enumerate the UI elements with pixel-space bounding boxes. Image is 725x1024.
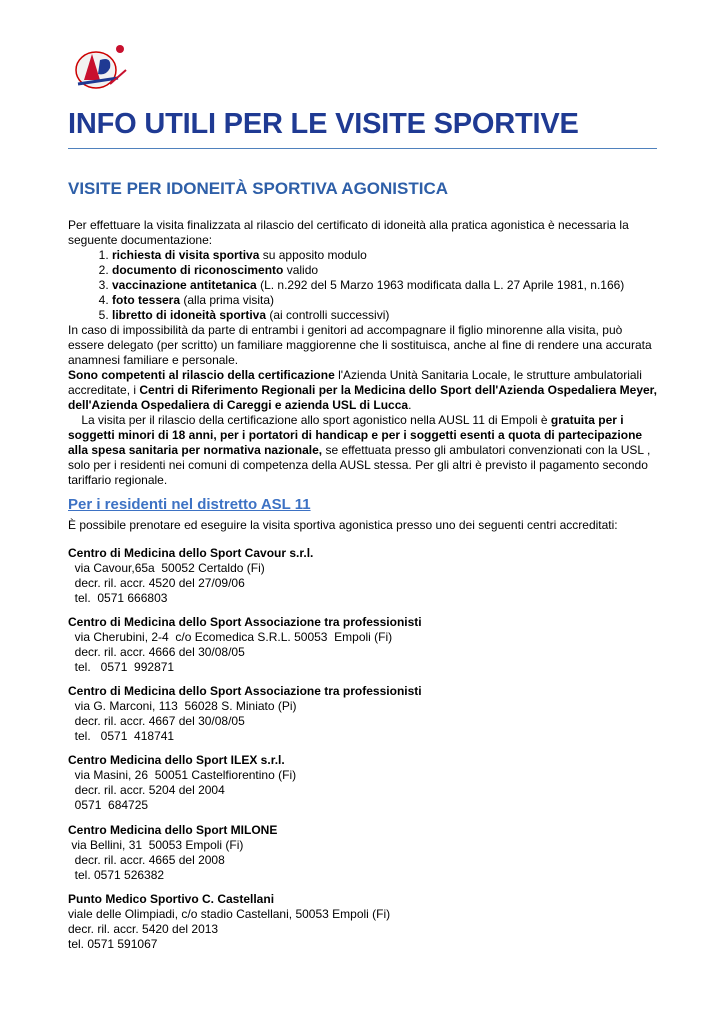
cost-paragraph: La visita per il rilascio della certificazione allo sport agonistico nella AUSL 11 di Empoli è gratuita per i soggetti minori di 18 anni, per i portatori di handicap e per i soggetti esenti a quota di partecipazione alla spesa sanitaria per normativa nazionale, se effettuata presso gli ambulatori convenzionati con la USL , solo per i residenti nei comuni di competenza della AUSL stessa. Per gli altri è previsto il pagamento secondo tariffario regionale.	[68, 413, 654, 487]
center-entry	[68, 892, 668, 952]
center-address: via Masini, 26 50051 Castelfiorentino (Fi)	[68, 768, 297, 782]
document-item: 1. richiesta di visita sportiva su apposito modulo	[112, 248, 658, 263]
center-decree: decr. ril. accr. 4665 del 2008	[68, 853, 225, 867]
delegation-paragraph: In caso di impossibilità da parte di entrambi i genitori ad accompagnare il figlio minorenne alla visita, può essere delegato (per scritto) un familiare maggiorenne che li sostituisca, anche al fine di rendere una accurata anamnesi familiare e personale.	[68, 323, 652, 367]
center-phone: 0571 684725	[68, 798, 149, 812]
center-address: via Cherubini, 2-4 c/o Ecomedica S.R.L. 50053 Empoli (Fi)	[68, 630, 393, 644]
competence-paragraph: Sono competenti al rilascio della certificazione l'Azienda Unità Sanitaria Locale, le strutture ambulatoriali accreditate, i Centri di Riferimento Regionali per la Medicina dello Sport dell'Azienda Ospedaliera Meyer, dell'Azienda Ospedaliera di Careggi e azienda USL di Lucca.	[68, 368, 658, 412]
center-phone: tel. 0571 418741	[68, 729, 175, 743]
center-phone: tel. 0571 526382	[68, 868, 165, 882]
center-name: Centro di Medicina dello Sport Associazione tra professionisti	[68, 615, 422, 629]
center-decree: decr. ril. accr. 4667 del 30/08/05	[68, 714, 245, 728]
document-item: 2. documento di riconoscimento valido	[112, 263, 658, 278]
center-name: Punto Medico Sportivo C. Castellani	[68, 892, 275, 906]
section-heading-agonistica: VISITE PER IDONEITÀ SPORTIVA AGONISTICA	[68, 179, 449, 198]
center-entry	[68, 823, 668, 883]
document-item: 4. foto tessera (alla prima visita)	[112, 293, 658, 308]
center-decree: decr. ril. accr. 5420 del 2013	[68, 922, 219, 936]
center-decree: decr. ril. accr. 4520 del 27/09/06	[68, 576, 245, 590]
documents-list	[68, 248, 658, 323]
center-phone: tel. 0571 666803	[68, 591, 168, 605]
residents-intro: È possibile prenotare ed eseguire la visita sportiva agonistica presso uno dei seguenti centri accreditati:	[68, 518, 618, 532]
document-item: 3. vaccinazione antitetanica (L. n.292 del 5 Marzo 1963 modificata dalla L. 27 Aprile 1981, n.166)	[112, 278, 658, 293]
center-phone: tel. 0571 591067	[68, 937, 158, 951]
center-address: via Cavour,65a 50052 Certaldo (Fi)	[68, 561, 265, 575]
center-decree: decr. ril. accr. 4666 del 30/08/05	[68, 645, 245, 659]
title-divider	[68, 148, 657, 149]
center-phone: tel. 0571 992871	[68, 660, 175, 674]
center-address: via G. Marconi, 113 56028 S. Miniato (Pi)	[68, 699, 297, 713]
center-name: Centro di Medicina dello Sport Cavour s.r.l.	[68, 546, 314, 560]
center-name: Centro Medicina dello Sport MILONE	[68, 823, 278, 837]
center-name: Centro Medicina dello Sport ILEX s.r.l.	[68, 753, 285, 767]
center-address: via Bellini, 31 50053 Empoli (Fi)	[68, 838, 244, 852]
section-heading-residents: Per i residenti nel distretto ASL 11	[68, 496, 311, 513]
center-entry	[68, 753, 668, 813]
center-address: viale delle Olimpiadi, c/o stadio Castellani, 50053 Empoli (Fi)	[68, 907, 391, 921]
center-entry	[68, 546, 668, 606]
section-body-agonistica	[68, 218, 658, 488]
club-logo	[70, 40, 130, 92]
page-title: INFO UTILI PER LE VISITE SPORTIVE	[68, 108, 579, 140]
document-item: 5. libretto di idoneità sportiva (ai controlli successivi)	[112, 308, 658, 323]
center-name: Centro di Medicina dello Sport Associazione tra professionisti	[68, 684, 422, 698]
center-entry	[68, 615, 668, 675]
center-decree: decr. ril. accr. 5204 del 2004	[68, 783, 225, 797]
center-entry	[68, 684, 668, 744]
intro-paragraph: Per effettuare la visita finalizzata al rilascio del certificato di idoneità alla pratica agonistica è necessaria la seguente documentazione:	[68, 218, 629, 247]
